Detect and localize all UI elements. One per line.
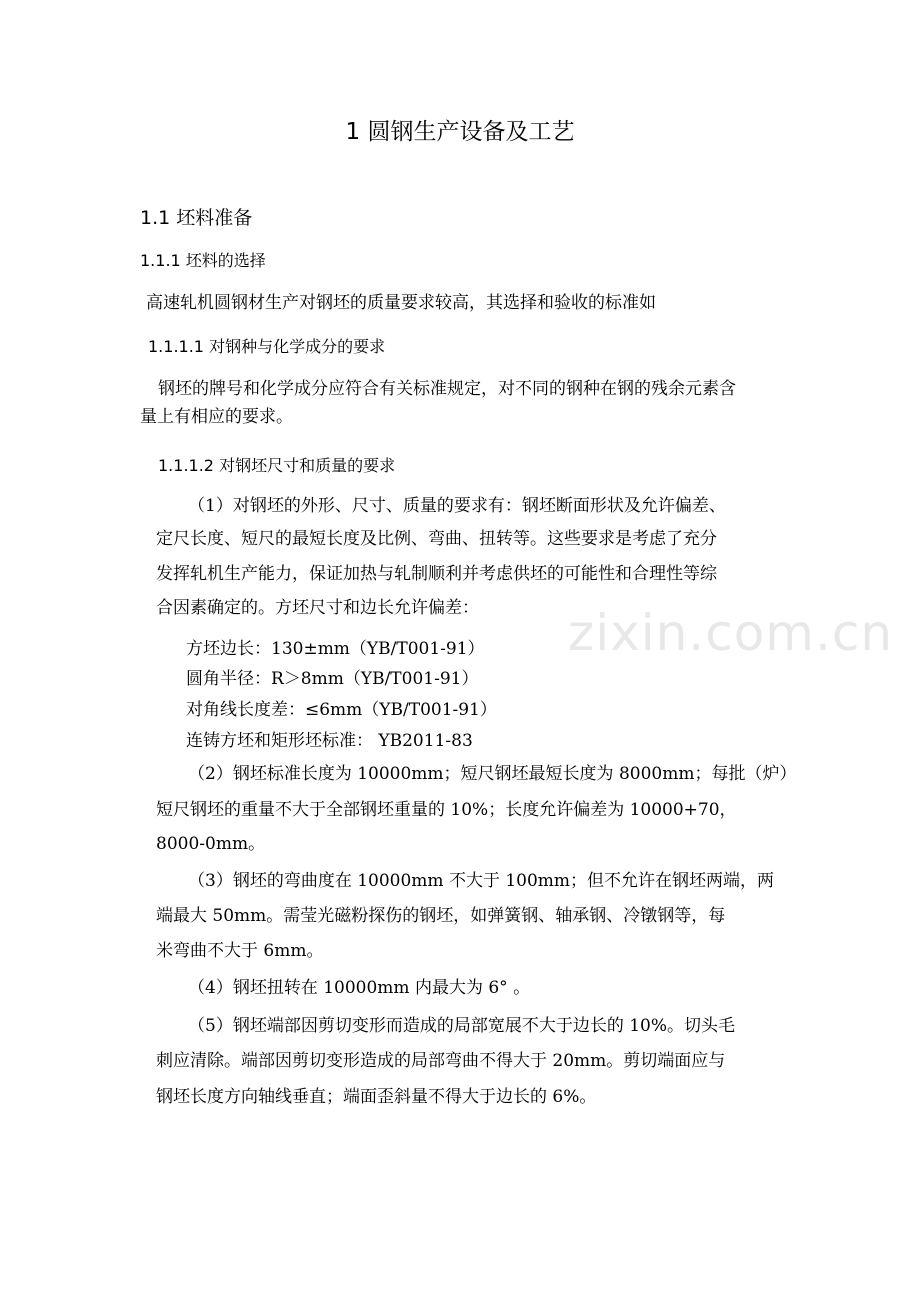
paragraph-line: 8000-0mm。 bbox=[156, 834, 266, 854]
paragraph-line: （2）钢坯标准长度为 10000mm；短尺钢坯最短长度为 8000mm；每批（炉） bbox=[188, 764, 797, 784]
intro-paragraph: 高速轧机圆钢材生产对钢坯的质量要求较高，其选择和验收的标准如 bbox=[146, 293, 656, 313]
spec-line: 对角线长度差：≤6mm（YB/T001-91） bbox=[186, 700, 497, 720]
paragraph-line: （1）对钢坯的外形、尺寸、质量的要求有：钢坯断面形状及允许偏差、 bbox=[188, 496, 726, 516]
spec-line: 连铸方坯和矩形坯标准： YB2011-83 bbox=[186, 731, 473, 751]
paragraph-line: 定尺长度、短尺的最短长度及比例、弯曲、扭转等。这些要求是考虑了充分 bbox=[156, 529, 717, 549]
paragraph-line: （5）钢坯端部因剪切变形而造成的局部宽展不大于边长的 10%。切头毛 bbox=[188, 1016, 736, 1036]
paragraph-line: 量上有相应的要求。 bbox=[140, 407, 293, 427]
paragraph-line: 刺应清除。端部因剪切变形造成的局部弯曲不得大于 20mm。剪切端面应与 bbox=[156, 1051, 726, 1071]
spec-line: 圆角半径：R＞8mm（YB/T001-91） bbox=[186, 669, 479, 689]
section-heading-1-1-1-1: 1.1.1.1 对钢种与化学成分的要求 bbox=[148, 337, 386, 356]
watermark: zixin.com.cn bbox=[568, 604, 894, 662]
paragraph-line: 端最大 50mm。需莹光磁粉探伤的钢坯，如弹簧钢、轴承钢、冷镦钢等，每 bbox=[156, 906, 726, 926]
paragraph-line: （3）钢坯的弯曲度在 10000mm 不大于 100mm；但不允许在钢坯两端，两 bbox=[188, 871, 775, 891]
paragraph-line: 短尺钢坯的重量不大于全部钢坯重量的 10%；长度允许偏差为 10000+70， bbox=[156, 800, 737, 820]
spec-line: 方坯边长：130±mm（YB/T001-91） bbox=[186, 639, 485, 659]
document-title: 1 圆钢生产设备及工艺 bbox=[345, 119, 575, 145]
paragraph-line: 钢坯的牌号和化学成分应符合有关标准规定，对不同的钢种在钢的残余元素含 bbox=[158, 379, 736, 399]
paragraph-line: 米弯曲不大于 6mm。 bbox=[156, 941, 324, 961]
paragraph-line: 合因素确定的。方坯尺寸和边长允许偏差： bbox=[156, 598, 479, 618]
paragraph-line: （4）钢坯扭转在 10000mm 内最大为 6° 。 bbox=[188, 978, 531, 998]
section-heading-1-1-1-2: 1.1.1.2 对钢坯尺寸和质量的要求 bbox=[158, 456, 396, 475]
paragraph-line: 钢坯长度方向轴线垂直；端面歪斜量不得大于边长的 6%。 bbox=[156, 1087, 597, 1107]
paragraph-line: 发挥轧机生产能力，保证加热与轧制顺利并考虑供坯的可能性和合理性等综 bbox=[156, 564, 717, 584]
section-heading-1-1: 1.1 坯料准备 bbox=[140, 207, 253, 229]
section-heading-1-1-1: 1.1.1 坯料的选择 bbox=[140, 251, 266, 270]
